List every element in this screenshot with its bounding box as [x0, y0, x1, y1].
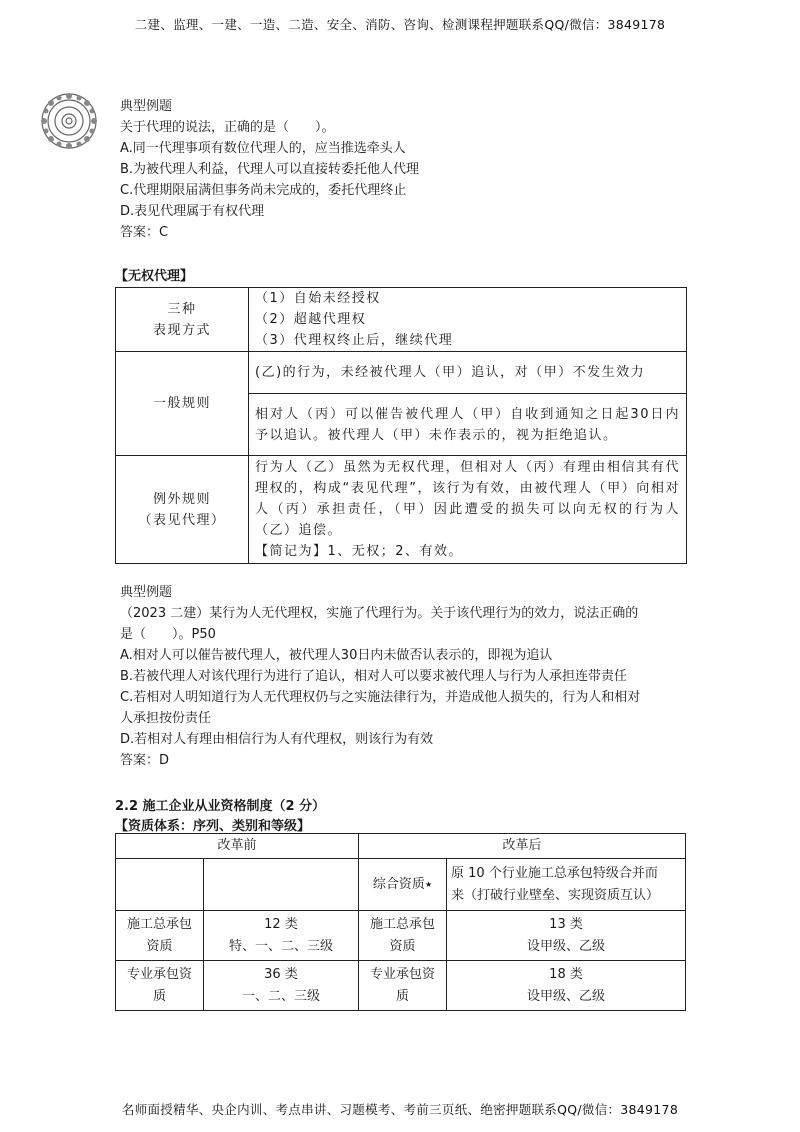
gc-label-line: 施工总承包: [370, 916, 436, 932]
gc-label-cell: [116, 911, 204, 961]
empty-cell: [116, 859, 204, 911]
option-d: D.若相对人有理由相信行为人有代理权，则该行为有效: [120, 732, 434, 747]
section-title: 【无权代理】: [115, 269, 194, 284]
sc-after-count: 18 类: [549, 966, 583, 982]
gc-label-cell-after: [359, 911, 447, 961]
star-icon: ★: [424, 879, 433, 889]
form-item: （1）自始未经授权: [255, 291, 381, 306]
general-rule-2: 相对人（丙）可以催告被代理人（甲）自收到通知之日起30日内予以追认。被代理人（甲）未作表示的，视为拒绝追认。: [249, 394, 687, 456]
sc-label-line: 质: [396, 988, 410, 1004]
sc-label-line: 专业承包资: [126, 966, 192, 982]
forms-cell: [249, 288, 687, 352]
option-c-cont: 人承担按份责任: [120, 711, 212, 726]
gc-before-cell: [204, 911, 359, 961]
header-after: 改革后: [359, 834, 686, 859]
comprehensive-desc-cell: [447, 859, 686, 911]
section-title: 2.2 施工企业从业资格制度（2 分）: [115, 799, 326, 814]
forms-label-line1: 三种: [167, 301, 197, 317]
gc-after-grades: 设甲级、乙级: [527, 938, 606, 954]
exception-memo: 【简记为】1、无权；2、有效。: [255, 544, 464, 559]
sc-before-grades: 一、二、三级: [242, 988, 321, 1004]
sc-label-cell-after: [359, 961, 447, 1011]
comprehensive-desc-line: 来（打破行业壁垒、实现资质互认）: [451, 887, 660, 903]
example-question-cont: 是（ ）。P50: [120, 627, 216, 642]
example-heading: 典型例题: [120, 585, 173, 600]
exception-label-cell: [116, 456, 249, 564]
example-heading: 典型例题: [120, 99, 173, 114]
option-c: C.代理期限届满但事务尚未完成的，委托代理终止: [120, 183, 407, 198]
form-item: （2）超越代理权: [255, 312, 367, 327]
option-d: D.表见代理属于有权代理: [120, 204, 265, 219]
qualification-table: [115, 833, 686, 1011]
example-question: （2023 二建）某行为人无代理权，实施了代理行为。关于该代理行为的效力，说法正确的: [120, 606, 639, 621]
gc-after-cell: [447, 911, 686, 961]
sc-after-grades: 设甲级、乙级: [527, 988, 606, 1004]
sc-before-cell: [204, 961, 359, 1011]
exception-label-line2: （表见代理）: [138, 512, 226, 528]
gc-before-grades: 特、一、二、三级: [229, 938, 334, 954]
form-item: （3）代理权终止后，继续代理: [255, 333, 454, 348]
unauthorized-agency-table: [115, 287, 687, 564]
option-b: B.若被代理人对该代理行为进行了追认，相对人可以要求被代理人与行为人承担连带责任: [120, 669, 628, 684]
option-c: C.若相对人明知道行为人无代理权仍与之实施法律行为，并造成他人损失的，行为人和相对: [120, 690, 641, 705]
answer: 答案：C: [120, 225, 169, 240]
option-a: A.同一代理事项有数位代理人的，应当推选牵头人: [120, 141, 406, 156]
page-footer: 名师面授精华、央企内训、考点串讲、习题模考、考前三页纸、绝密押题联系QQ/微信：3849178: [121, 1102, 679, 1117]
flower-seal-icon: [40, 92, 98, 150]
exception-text: 行为人（乙）虽然为无权代理，但相对人（丙）有理由相信其有代理权的，构成“表见代理”，该行为有效，由被代理人（甲）向相对人（丙）承担责任，（甲）因此遭受的损失可以向无权的行为人（乙）追偿。: [255, 460, 680, 538]
answer: 答案：D: [120, 753, 170, 768]
option-a: A.相对人可以催告被代理人，被代理人30日内未做否认表示的，即视为追认: [120, 648, 553, 663]
forms-label-line2: 表现方式: [152, 322, 211, 338]
general-label-cell: 一般规则: [116, 352, 249, 456]
header-before: 改革前: [116, 834, 359, 859]
gc-label-line: 施工总承包: [126, 916, 192, 932]
section-subtitle: 【资质体系：序列、类别和等级】: [115, 819, 311, 834]
option-b: B.为被代理人利益，代理人可以直接转委托他人代理: [120, 162, 420, 177]
example-question: 关于代理的说法，正确的是（ ）。: [120, 120, 335, 135]
exception-label-line1: 例外规则: [152, 491, 211, 507]
comprehensive-label-cell: [359, 859, 447, 911]
gc-before-count: 12 类: [264, 916, 298, 932]
sc-label-line: 质: [152, 988, 166, 1004]
sc-after-cell: [447, 961, 686, 1011]
general-rule-1: (乙)的行为，未经被代理人（甲）追认，对（甲）不发生效力: [249, 352, 687, 394]
comprehensive-label: 综合资质: [372, 876, 425, 892]
exception-cell: [249, 456, 687, 564]
empty-cell: [204, 859, 359, 911]
page-header: 二建、监理、一建、一造、二造、安全、消防、咨询、检测课程押题联系QQ/微信：3849178: [134, 17, 666, 32]
comprehensive-desc-line: 原 10 个行业施工总承包特级合并而: [451, 865, 658, 881]
forms-label-cell: [116, 288, 249, 352]
gc-label-line: 资质: [146, 938, 173, 954]
sc-before-count: 36 类: [264, 966, 298, 982]
gc-label-line: 资质: [389, 938, 416, 954]
sc-label-cell: [116, 961, 204, 1011]
sc-label-line: 专业承包资: [370, 966, 436, 982]
gc-after-count: 13 类: [549, 916, 583, 932]
